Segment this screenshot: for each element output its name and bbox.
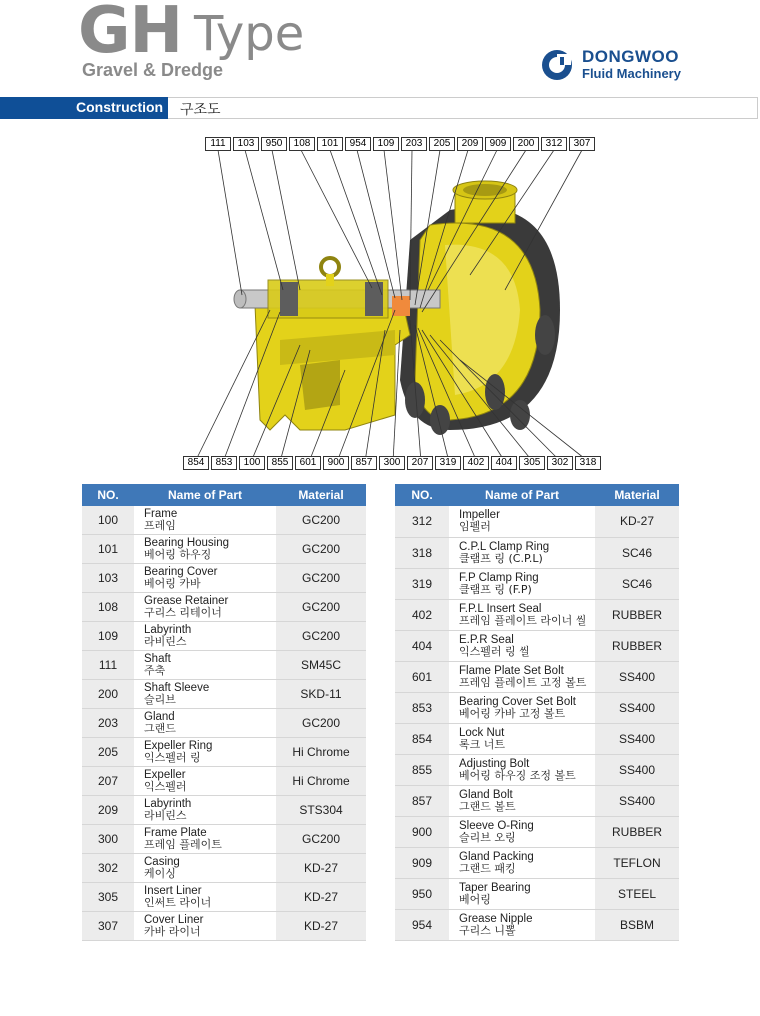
callout-101: 101 bbox=[317, 137, 343, 151]
table-header-row bbox=[395, 484, 679, 506]
table-row bbox=[82, 564, 366, 593]
part-name bbox=[449, 847, 595, 878]
col-header-no: NO. bbox=[82, 484, 134, 506]
table-row bbox=[395, 723, 679, 754]
part-material: SC46 bbox=[595, 568, 679, 599]
part-name bbox=[134, 564, 276, 593]
part-name-ko: 프레임 플레이트 고정 볼트 bbox=[459, 675, 587, 689]
table-row bbox=[82, 651, 366, 680]
part-name-ko: 익스펠러 bbox=[144, 780, 187, 793]
part-name-ko: 익스펠러 링 씰 bbox=[459, 644, 530, 658]
part-material: GC200 bbox=[276, 593, 366, 622]
part-no: 857 bbox=[395, 785, 449, 816]
part-name-ko: 익스펠러 링 bbox=[144, 751, 201, 764]
part-name bbox=[449, 568, 595, 599]
table-row bbox=[82, 680, 366, 709]
part-material: RUBBER bbox=[595, 599, 679, 630]
part-name bbox=[449, 599, 595, 630]
part-no: 853 bbox=[395, 692, 449, 723]
callout-305: 305 bbox=[519, 456, 545, 470]
part-no: 300 bbox=[82, 825, 134, 854]
table-row bbox=[82, 767, 366, 796]
part-no: 950 bbox=[395, 878, 449, 909]
table-row bbox=[395, 692, 679, 723]
dongwoo-logo-icon bbox=[540, 48, 574, 82]
callout-205: 205 bbox=[429, 137, 455, 151]
part-name-en: Cover Liner bbox=[144, 914, 204, 926]
part-name-en: Frame Plate bbox=[144, 827, 207, 839]
part-material: SKD-11 bbox=[276, 680, 366, 709]
table-header-row bbox=[82, 484, 366, 506]
callout-111: 111 bbox=[205, 137, 231, 151]
col-header-no: NO. bbox=[395, 484, 449, 506]
part-name-en: Adjusting Bolt bbox=[459, 757, 530, 770]
callout-109: 109 bbox=[373, 137, 399, 151]
callout-200: 200 bbox=[513, 137, 539, 151]
table-row bbox=[395, 754, 679, 785]
callout-909: 909 bbox=[485, 137, 511, 151]
part-no: 302 bbox=[82, 854, 134, 883]
table-row bbox=[395, 568, 679, 599]
callout-319: 319 bbox=[435, 456, 461, 470]
table-row bbox=[82, 825, 366, 854]
part-no: 319 bbox=[395, 568, 449, 599]
part-name-en: Frame bbox=[144, 508, 178, 520]
part-name-en: Shaft Sleeve bbox=[144, 682, 210, 694]
part-name bbox=[134, 912, 276, 941]
part-name bbox=[449, 816, 595, 847]
part-material: Hi Chrome bbox=[276, 738, 366, 767]
pump-cutaway-drawing bbox=[0, 130, 760, 475]
table-row bbox=[395, 847, 679, 878]
part-name-en: F.P.L Insert Seal bbox=[459, 602, 542, 615]
part-name-en: Insert Liner bbox=[144, 885, 202, 897]
part-no: 909 bbox=[395, 847, 449, 878]
part-name-en: Gland Packing bbox=[459, 850, 534, 863]
part-name bbox=[449, 785, 595, 816]
part-no: 954 bbox=[395, 909, 449, 940]
part-name-en: E.P.R Seal bbox=[459, 633, 514, 646]
part-no: 404 bbox=[395, 630, 449, 661]
callout-900: 900 bbox=[323, 456, 349, 470]
part-material: RUBBER bbox=[595, 816, 679, 847]
col-header-name: Name of Part bbox=[134, 484, 276, 506]
part-name-en: Expeller bbox=[144, 769, 186, 781]
part-material: KD-27 bbox=[276, 854, 366, 883]
callout-103: 103 bbox=[233, 137, 259, 151]
part-name-ko: 케이싱 bbox=[144, 867, 176, 880]
part-name-en: Bearing Cover Set Bolt bbox=[459, 695, 576, 708]
part-material: GC200 bbox=[276, 535, 366, 564]
part-material: TEFLON bbox=[595, 847, 679, 878]
page-title: GH bbox=[78, 0, 183, 68]
part-name-en: Impeller bbox=[459, 509, 500, 522]
part-no: 103 bbox=[82, 564, 134, 593]
callout-312: 312 bbox=[541, 137, 567, 151]
part-material: SS400 bbox=[595, 723, 679, 754]
part-material: SM45C bbox=[276, 651, 366, 680]
part-name-ko: 임펠러 bbox=[459, 520, 491, 534]
callout-300: 300 bbox=[379, 456, 405, 470]
part-name-en: Bearing Cover bbox=[144, 566, 218, 578]
part-name bbox=[134, 593, 276, 622]
part-name-ko: 슬리브 bbox=[144, 693, 176, 706]
construction-diagram bbox=[0, 130, 760, 475]
part-name bbox=[134, 796, 276, 825]
part-material: KD-27 bbox=[276, 912, 366, 941]
table-row bbox=[395, 630, 679, 661]
part-material: SS400 bbox=[595, 785, 679, 816]
callout-108: 108 bbox=[289, 137, 315, 151]
callout-857: 857 bbox=[351, 456, 377, 470]
table-row bbox=[395, 661, 679, 692]
part-material: GC200 bbox=[276, 825, 366, 854]
part-no: 203 bbox=[82, 709, 134, 738]
part-no: 205 bbox=[82, 738, 134, 767]
table-row bbox=[395, 909, 679, 940]
section-label-korean: 구조도 bbox=[180, 102, 221, 118]
part-name-ko: 구리스 니뽈 bbox=[459, 923, 516, 937]
part-name bbox=[134, 854, 276, 883]
part-name bbox=[134, 680, 276, 709]
part-name bbox=[449, 878, 595, 909]
part-material: STEEL bbox=[595, 878, 679, 909]
part-name-ko: 베어링 bbox=[459, 892, 491, 906]
part-material: SS400 bbox=[595, 692, 679, 723]
logo-name: DONGWOO bbox=[582, 47, 679, 66]
part-no: 312 bbox=[395, 506, 449, 537]
table-row bbox=[395, 506, 679, 537]
table-row bbox=[395, 878, 679, 909]
table-row bbox=[395, 599, 679, 630]
part-name-en: Labyrinth bbox=[144, 624, 192, 636]
table-row bbox=[82, 709, 366, 738]
section-bar bbox=[0, 97, 760, 119]
part-name-ko: 주축 bbox=[144, 664, 166, 677]
table-row bbox=[82, 854, 366, 883]
callout-855: 855 bbox=[267, 456, 293, 470]
callout-601: 601 bbox=[295, 456, 321, 470]
logo-subtitle: Fluid Machinery bbox=[582, 66, 681, 81]
part-no: 900 bbox=[395, 816, 449, 847]
part-name-ko: 구리스 리테이너 bbox=[144, 606, 222, 619]
part-name-ko: 그랜드 bbox=[144, 722, 176, 735]
part-name bbox=[449, 630, 595, 661]
table-row bbox=[82, 796, 366, 825]
part-no: 305 bbox=[82, 883, 134, 912]
part-name-ko: 슬리브 오링 bbox=[459, 830, 516, 844]
page-subtitle: Gravel & Dredge bbox=[82, 60, 224, 80]
callout-404: 404 bbox=[491, 456, 517, 470]
part-name-en: C.P.L Clamp Ring bbox=[459, 540, 550, 553]
callout-954: 954 bbox=[345, 137, 371, 151]
part-material: GC200 bbox=[276, 564, 366, 593]
part-name-en: Grease Nipple bbox=[459, 912, 533, 925]
table-row bbox=[82, 622, 366, 651]
part-material: RUBBER bbox=[595, 630, 679, 661]
part-no: 307 bbox=[82, 912, 134, 941]
discharge-nozzle bbox=[453, 181, 517, 223]
section-label: Construction bbox=[76, 99, 164, 115]
part-name bbox=[449, 723, 595, 754]
part-no: 601 bbox=[395, 661, 449, 692]
table-row bbox=[82, 506, 366, 535]
part-name-ko: 프레임 bbox=[144, 519, 176, 532]
part-no: 854 bbox=[395, 723, 449, 754]
part-material: GC200 bbox=[276, 622, 366, 651]
table-row bbox=[395, 816, 679, 847]
table-row bbox=[82, 883, 366, 912]
part-name-ko: 클램프 링 (C.P.L) bbox=[459, 551, 543, 565]
callout-853: 853 bbox=[211, 456, 237, 470]
part-name bbox=[134, 709, 276, 738]
part-no: 209 bbox=[82, 796, 134, 825]
part-name-en: Gland bbox=[144, 711, 175, 723]
part-material: KD-27 bbox=[595, 506, 679, 537]
part-name bbox=[134, 651, 276, 680]
part-name bbox=[134, 738, 276, 767]
parts-table-left bbox=[82, 484, 366, 941]
part-no: 207 bbox=[82, 767, 134, 796]
part-name-en: Bearing Housing bbox=[144, 537, 230, 549]
part-name-ko: 프레임 플레이트 라이너 씰 bbox=[459, 613, 587, 627]
table-row bbox=[395, 785, 679, 816]
part-name-ko: 베어링 카바 고정 볼트 bbox=[459, 706, 566, 720]
part-name bbox=[134, 825, 276, 854]
part-material: BSBM bbox=[595, 909, 679, 940]
part-name-en: Shaft bbox=[144, 653, 171, 665]
callout-302: 302 bbox=[547, 456, 573, 470]
part-material: KD-27 bbox=[276, 883, 366, 912]
part-name bbox=[449, 661, 595, 692]
part-no: 111 bbox=[82, 651, 134, 680]
table-row bbox=[82, 738, 366, 767]
part-name bbox=[134, 622, 276, 651]
part-name-en: Lock Nut bbox=[459, 726, 505, 739]
part-no: 100 bbox=[82, 506, 134, 535]
part-material: SS400 bbox=[595, 661, 679, 692]
part-name-en: Sleeve O-Ring bbox=[459, 819, 534, 832]
part-name bbox=[449, 909, 595, 940]
part-name-ko: 그랜드 패킹 bbox=[459, 861, 516, 875]
col-header-material: Material bbox=[276, 484, 366, 506]
part-name-en: F.P Clamp Ring bbox=[459, 571, 539, 584]
part-name bbox=[449, 754, 595, 785]
part-no: 402 bbox=[395, 599, 449, 630]
part-name-ko: 그랜드 볼트 bbox=[459, 799, 516, 813]
company-logo bbox=[540, 44, 700, 84]
part-name-ko: 클램프 링 (F.P) bbox=[459, 582, 532, 596]
part-name-en: Labyrinth bbox=[144, 798, 192, 810]
callout-207: 207 bbox=[407, 456, 433, 470]
part-name bbox=[134, 883, 276, 912]
part-name-ko: 베어링 하우징 bbox=[144, 548, 212, 561]
callout-209: 209 bbox=[457, 137, 483, 151]
part-name-en: Gland Bolt bbox=[459, 788, 513, 801]
part-material: SC46 bbox=[595, 537, 679, 568]
callout-950: 950 bbox=[261, 137, 287, 151]
part-name-ko: 라비린스 bbox=[144, 635, 187, 648]
part-name bbox=[134, 767, 276, 796]
parts-table-right bbox=[395, 484, 679, 941]
callout-307: 307 bbox=[569, 137, 595, 151]
part-material: SS400 bbox=[595, 754, 679, 785]
part-name-ko: 라비린스 bbox=[144, 809, 187, 822]
table-row bbox=[82, 593, 366, 622]
part-material: Hi Chrome bbox=[276, 767, 366, 796]
part-name-en: Expeller Ring bbox=[144, 740, 213, 752]
part-name-ko: 록크 너트 bbox=[459, 737, 506, 751]
page-title-type: Type bbox=[194, 6, 305, 62]
part-material: STS304 bbox=[276, 796, 366, 825]
part-name-en: Taper Bearing bbox=[459, 881, 531, 894]
table-row bbox=[395, 537, 679, 568]
part-name bbox=[134, 506, 276, 535]
col-header-name: Name of Part bbox=[449, 484, 595, 506]
part-no: 101 bbox=[82, 535, 134, 564]
callout-854: 854 bbox=[183, 456, 209, 470]
callout-318: 318 bbox=[575, 456, 601, 470]
part-name bbox=[134, 535, 276, 564]
section-line bbox=[168, 97, 758, 119]
part-name-en: Casing bbox=[144, 856, 180, 868]
callout-203: 203 bbox=[401, 137, 427, 151]
col-header-material: Material bbox=[595, 484, 679, 506]
part-no: 200 bbox=[82, 680, 134, 709]
part-material: GC200 bbox=[276, 506, 366, 535]
part-name-ko: 프레임 플레이트 bbox=[144, 838, 222, 851]
callout-100: 100 bbox=[239, 456, 265, 470]
part-no: 109 bbox=[82, 622, 134, 651]
part-name-ko: 베어링 카바 bbox=[144, 577, 201, 590]
part-name-ko: 인써트 라이너 bbox=[144, 896, 212, 909]
part-no: 318 bbox=[395, 537, 449, 568]
callout-402: 402 bbox=[463, 456, 489, 470]
part-name-ko: 베어링 하우징 조정 볼트 bbox=[459, 768, 576, 782]
part-name-en: Grease Retainer bbox=[144, 595, 229, 607]
part-name-en: Flame Plate Set Bolt bbox=[459, 664, 564, 677]
table-row bbox=[82, 535, 366, 564]
part-name bbox=[449, 537, 595, 568]
part-name-ko: 카바 라이너 bbox=[144, 925, 201, 938]
part-name bbox=[449, 692, 595, 723]
table-row bbox=[82, 912, 366, 941]
part-no: 108 bbox=[82, 593, 134, 622]
part-material: GC200 bbox=[276, 709, 366, 738]
part-no: 855 bbox=[395, 754, 449, 785]
part-name bbox=[449, 506, 595, 537]
